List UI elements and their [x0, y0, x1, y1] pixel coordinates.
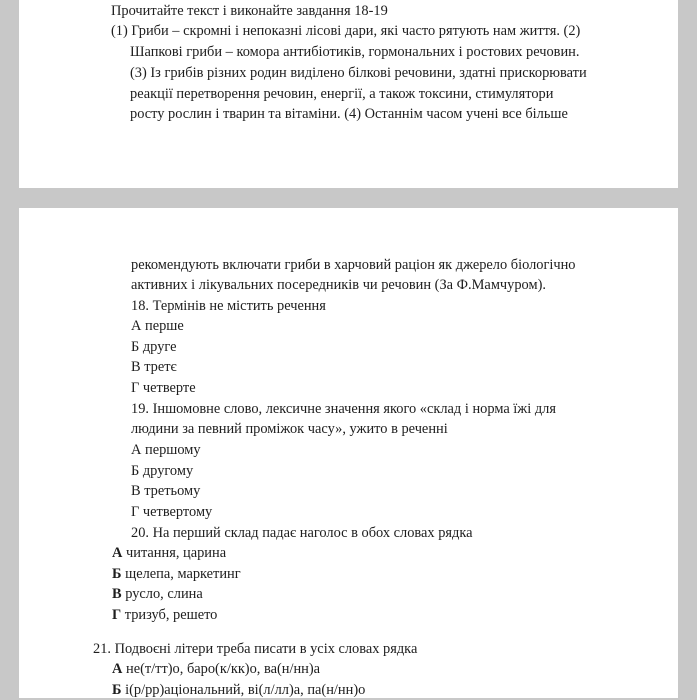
text-line-1: (1) Гриби – скромні і непоказні лісові дари, які часто рятують нам життя. (2) [111, 23, 581, 39]
q21-option-b-letter: Б [112, 682, 122, 698]
text-line-3: (3) Із грибів різних родин виділено білкові речовини, здатні прискорювати [130, 65, 587, 81]
q21-option-b [112, 680, 365, 700]
text-line-4: реакції перетворення речовин, енергії, а також токсини, стимулятори [130, 86, 554, 102]
page-2 [19, 208, 678, 698]
q20-option-c-letter: В [112, 586, 122, 602]
task-heading: Прочитайте текст і виконайте завдання 18-19 [111, 3, 388, 19]
q20-option-c [112, 584, 203, 604]
q20-option-b-letter: Б [112, 566, 122, 582]
text-cont-line-2: активних і лікувальних посередників чи речовин (За Ф.Мамчуром). [131, 277, 546, 293]
q20-option-a [112, 543, 226, 563]
q20-option-d-letter: Г [112, 607, 122, 623]
q18-option-c: В третє [131, 359, 177, 375]
q20-option-d-text: тризуб, решето [124, 607, 218, 623]
text-line-2: Шапкові гриби – комора антибіотиків, гормональних і ростових речовин. [130, 44, 580, 60]
question-21: 21. Подвоєні літери треба писати в усіх словах рядка [93, 641, 418, 657]
page-1 [19, 0, 678, 188]
q21-option-a-letter: А [112, 661, 123, 677]
q21-option-b-text: і(р/рр)аціональний, ві(л/лл)а, па(н/нн)о [125, 682, 366, 698]
q20-option-a-letter: А [112, 545, 123, 561]
q18-option-d: Г четверте [131, 380, 196, 396]
q19-option-b: Б другому [131, 463, 194, 479]
q21-option-a-text: не(т/тт)о, баро(к/кк)о, ва(н/нн)а [126, 661, 321, 677]
q18-option-b: Б друге [131, 339, 177, 355]
question-19-line-2: людини за певний проміжок часу», ужито в реченні [131, 421, 448, 437]
q19-option-c: В третьому [131, 483, 201, 499]
text-cont-line-1: рекомендують включати гриби в харчовий раціон як джерело біологічно [131, 257, 576, 273]
q19-option-a: А першому [131, 442, 201, 458]
q20-option-d [112, 605, 217, 625]
question-19-line-1: 19. Іншомовне слово, лексичне значення якого «склад і норма їжі для [131, 401, 556, 417]
q20-option-a-text: читання, царина [126, 545, 227, 561]
q18-option-a: А перше [131, 318, 184, 334]
q19-option-d: Г четвертому [131, 504, 213, 520]
text-line-5: росту рослин і тварин та вітаміни. (4) Останнім часом учені все більше [130, 106, 568, 122]
q21-option-a [112, 659, 320, 679]
question-18: 18. Термінів не містить речення [131, 298, 326, 314]
q20-option-b-text: щелепа, маркетинг [125, 566, 241, 582]
q20-option-b [112, 564, 241, 584]
question-20: 20. На перший склад падає наголос в обох словах рядка [131, 525, 473, 541]
q20-option-c-text: русло, слина [125, 586, 203, 602]
